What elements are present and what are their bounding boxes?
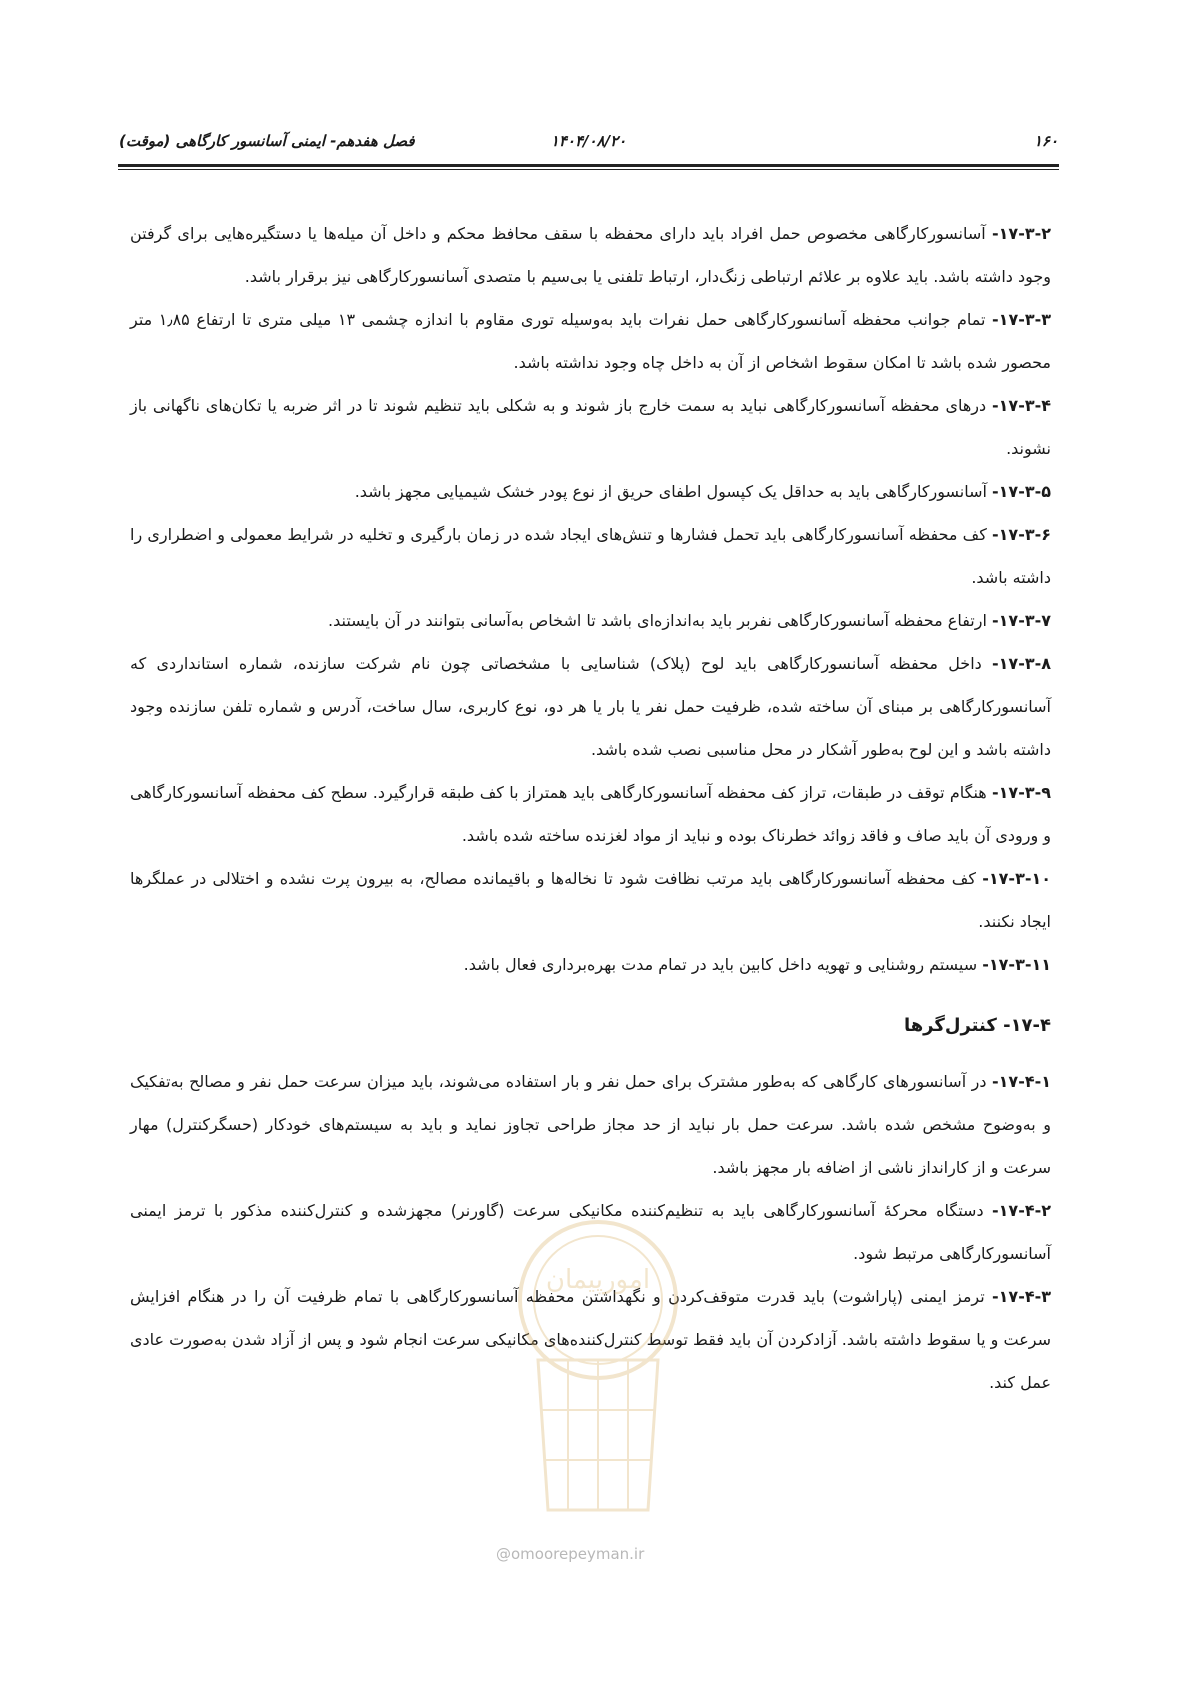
paragraph bbox=[130, 642, 1051, 771]
clause-text: دستگاه محرکهٔ آسانسورکارگاهی باید به تنظیم‌کننده مکانیکی سرعت (گاورنر) مجهزشده و کنترل‌کننده مذکور با ترمز ایمنی آسانسورکارگاهی مرتبط شود. bbox=[130, 1201, 1051, 1263]
clause-text: سیستم روشنایی و تهویه داخل کابین باید در تمام مدت بهره‌برداری فعال باشد. bbox=[463, 955, 983, 974]
paragraph bbox=[130, 1060, 1051, 1189]
header-date: ۱۴۰۴/۰۸/۲۰ bbox=[550, 132, 627, 150]
clause-number: ۱۷-۳-۷- bbox=[992, 611, 1051, 630]
clause-number: ۱۷-۳-۵- bbox=[992, 482, 1051, 501]
clause-number: ۱۷-۳-۱۰- bbox=[982, 869, 1051, 888]
clause-text: ارتفاع محفظه آسانسورکارگاهی نفربر باید به‌اندازه‌ای باشد تا اشخاص به‌آسانی بتوانند در آن بایستند. bbox=[328, 611, 993, 630]
clause-number: ۱۷-۴-۳- bbox=[992, 1287, 1051, 1306]
clause-text: آسانسورکارگاهی مخصوص حمل افراد باید دارای محفظه با سقف محافظ محکم و داخل آن میله‌ها یا دستگیره‌هایی برای گرفتن وجود داشته باشد. باید علاوه بر علائم ارتباطی زنگ‌دار، ارتباط تلفنی یا بی‌سیم با متصدی آسانسورکارگاهی نیز برقرار باشد. bbox=[130, 224, 1051, 286]
paragraph bbox=[130, 298, 1051, 384]
section-heading: ۱۷-۴- کنترل‌گرها bbox=[903, 1015, 1051, 1036]
watermark-url: @omoorepeyman.ir bbox=[496, 1545, 645, 1563]
clause-text: کف محفظه آسانسورکارگاهی باید تحمل فشارها و تنش‌های ایجاد شده در زمان بارگیری و تخلیه در شرایط معمولی و اضطراری را داشته باشد. bbox=[130, 525, 1051, 587]
paragraph bbox=[130, 470, 1051, 513]
paragraph bbox=[130, 771, 1051, 857]
header-rule-thin bbox=[118, 169, 1059, 170]
clause-text: داخل محفظه آسانسورکارگاهی باید لوح (پلاک) شناسایی با مشخصاتی چون نام شرکت سازنده، شماره استانداردی که آسانسورکارگاهی بر مبنای آن ساخته شده، ظرفیت حمل نفر یا بار یا هر دو، نوع کاربری، سال ساخت، آدرس و شماره تلفن سازنده وجود داشته باشد و این لوح به‌طور آشکار در محل مناسبی نصب شده باشد. bbox=[130, 654, 1051, 759]
clause-number: ۱۷-۳-۶- bbox=[992, 525, 1051, 544]
clause-number: ۱۷-۴-۲- bbox=[992, 1201, 1051, 1220]
paragraph bbox=[130, 513, 1051, 599]
clause-number: ۱۷-۳-۹- bbox=[992, 783, 1051, 802]
clause-number: ۱۷-۴-۱- bbox=[992, 1072, 1051, 1091]
clause-text: کف محفظه آسانسورکارگاهی باید مرتب نظافت شود تا نخاله‌ها و باقیمانده مصالح، به بیرون پرت نشده و اختلالی در عملگرها ایجاد نکنند. bbox=[130, 869, 1051, 931]
paragraph bbox=[130, 384, 1051, 470]
clause-text: درهای محفظه آسانسورکارگاهی نباید به سمت خارج باز شوند و به شکلی باید تنظیم شوند تا در اثر ضربه یا تکان‌های ناگهانی باز نشوند. bbox=[130, 396, 1051, 458]
clause-text: ترمز ایمنی (پاراشوت) باید قدرت متوقف‌کردن و نگهداشتن محفظه آسانسورکارگاهی با تمام ظرفیت آن را در هنگام افزایش سرعت و یا سقوط داشته باشد. آزادکردن آن باید فقط توسط کنترل‌کننده‌های مکانیکی سرعت انجام شود و پس از آزاد شدن به‌صورت عادی عمل کند. bbox=[130, 1287, 1051, 1392]
chapter-title: فصل هفدهم- ایمنی آسانسور کارگاهی (موقت) bbox=[119, 132, 415, 150]
clause-number: ۱۷-۳-۴- bbox=[992, 396, 1051, 415]
watermark-logo-icon bbox=[478, 1210, 718, 1540]
paragraph bbox=[130, 212, 1051, 298]
clause-number: ۱۷-۳-۸- bbox=[992, 654, 1051, 673]
watermark-logo-text: امورپیمان bbox=[545, 1265, 651, 1295]
page-number: ۱۶۰ bbox=[1033, 132, 1058, 150]
page-header bbox=[119, 128, 1058, 154]
paragraph-group-3 bbox=[130, 212, 1051, 986]
paragraph bbox=[130, 599, 1051, 642]
clause-number: ۱۷-۳-۲- bbox=[992, 224, 1051, 243]
clause-text: تمام جوانب محفظه آسانسورکارگاهی حمل نفرات باید به‌وسیله توری مقاوم با اندازه چشمی ۱۳ میلی متری تا ارتفاع ۱٫۸۵ متر محصور شده باشد تا امکان سقوط اشخاص از آن به داخل چاه وجود نداشته باشد. bbox=[130, 310, 1051, 372]
clause-text: هنگام توقف در طبقات، تراز کف محفظه آسانسورکارگاهی باید همتراز با کف طبقه قرارگیرد. سطح کف محفظه آسانسورکارگاهی و ورودی آن باید صاف و فاقد زوائد خطرناک بوده و نباید از مواد لغزنده ساخته شده باشد. bbox=[130, 783, 1051, 845]
clause-number: ۱۷-۳-۳- bbox=[992, 310, 1052, 329]
clause-number: ۱۷-۳-۱۱- bbox=[982, 955, 1051, 974]
paragraph bbox=[130, 857, 1051, 943]
header-rule bbox=[118, 164, 1059, 167]
clause-text: آسانسورکارگاهی باید به حداقل یک کپسول اطفای حریق از نوع پودر خشک شیمیایی مجهز باشد. bbox=[354, 482, 993, 501]
clause-text: در آسانسورهای کارگاهی که به‌طور مشترک برای حمل نفر و بار استفاده می‌شوند، باید میزان سرعت حمل نفر و مصالح به‌تفکیک و به‌وضوح مشخص شده باشد. سرعت حمل بار نباید از حد مجاز طراحی تجاوز نماید و باید به سیستم‌های خودکار (حسگرکنترل) مهار سرعت و از کارانداز ناشی از اضافه بار مجهز باشد. bbox=[130, 1072, 1051, 1177]
paragraph bbox=[130, 943, 1051, 986]
